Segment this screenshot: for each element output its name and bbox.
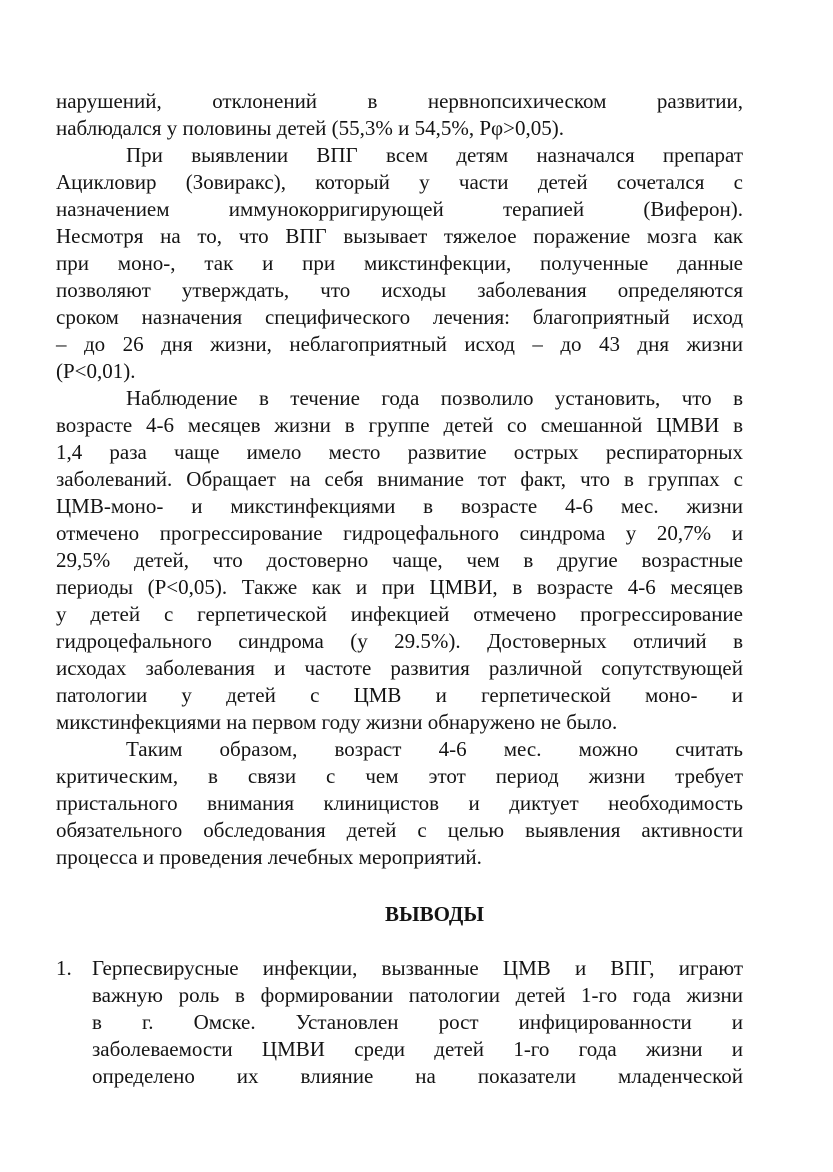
text-line: Таким образом, возраст 4-6 мес. можно считать [126,737,743,761]
text-line: 29,5% детей, что достоверно чаще, чем в другие возрастные [56,548,743,572]
text-line: гидроцефального синдрома (у 29.5%). Достоверных отличий в [56,629,743,653]
text-line: сроком назначения специфического лечения: благоприятный исход [56,305,743,329]
list-item-number: 1. [56,956,72,980]
text-line: Герпесвирусные инфекции, вызванные ЦМВ и ВПГ, играют [92,956,743,980]
text-line: наблюдался у половины детей (55,3% и 54,5%, Рφ>0,05). [56,116,565,140]
text-line: назначением иммунокорригирующей терапией (Виферон). [56,197,743,221]
text-line: отмечено прогрессирование гидроцефального синдрома у 20,7% и [56,521,743,545]
text-line: При выявлении ВПГ всем детям назначался препарат [126,143,743,167]
text-line: (Р<0,01). [56,359,136,383]
text-line: при моно-, так и при микстинфекции, полученные данные [56,251,743,275]
text-line: исходах заболевания и частоте развития различной сопутствующей [56,656,743,680]
text-line: периоды (Р<0,05). Также как и при ЦМВИ, в возрасте 4-6 месяцев [56,575,743,599]
text-line: нарушений, отклонений в нервнопсихическом развитии, [56,89,743,113]
conclusions-heading: ВЫВОДЫ [385,902,484,926]
text-line: микстинфекциями на первом году жизни обнаружено не было. [56,710,618,734]
text-line: обязательного обследования детей с целью выявления активности [56,818,743,842]
text-line: Наблюдение в течение года позволило установить, что в [126,386,743,410]
text-line: определено их влияние на показатели младенческой [92,1064,743,1088]
text-line: позволяют утверждать, что исходы заболевания определяются [56,278,743,302]
text-line: заболеваний. Обращает на себя внимание тот факт, что в группах с [56,467,743,491]
text-line: пристального внимания клиницистов и диктует необходимость [56,791,743,815]
text-line: у детей с герпетической инфекцией отмечено прогрессирование [56,602,743,626]
text-line: ЦМВ-моно- и микстинфекциями в возрасте 4-6 мес. жизни [56,494,743,518]
text-line: важную роль в формировании патологии детей 1-го года жизни [92,983,743,1007]
text-line: Ацикловир (Зовиракс), который у части детей сочетался с [56,170,743,194]
text-line: в г. Омске. Установлен рост инфицированности и [92,1010,743,1034]
text-line: процесса и проведения лечебных мероприятий. [56,845,482,869]
text-line: возрасте 4-6 месяцев жизни в группе детей со смешанной ЦМВИ в [56,413,743,437]
text-line: критическим, в связи с чем этот период жизни требует [56,764,743,788]
text-line: Несмотря на то, что ВПГ вызывает тяжелое поражение мозга как [56,224,743,248]
text-line: заболеваемости ЦМВИ среди детей 1-го года жизни и [92,1037,743,1061]
text-line: 1,4 раза чаще имело место развитие острых респираторных [56,440,743,464]
text-line: – до 26 дня жизни, неблагоприятный исход – до 43 дня жизни [56,332,743,356]
text-line: патологии у детей с ЦМВ и герпетической моно- и [56,683,743,707]
